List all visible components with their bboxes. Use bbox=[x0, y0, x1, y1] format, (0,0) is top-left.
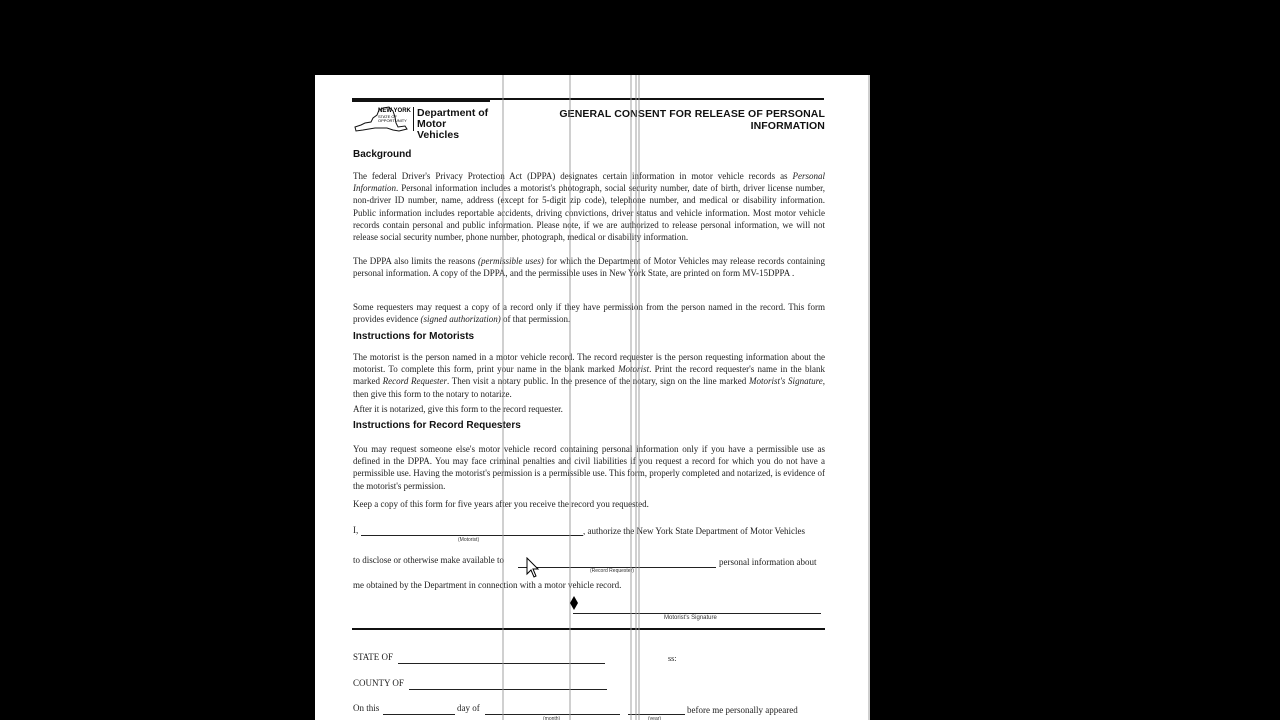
scan-artifact bbox=[638, 75, 640, 720]
scan-artifact bbox=[569, 75, 571, 720]
scan-artifact bbox=[502, 75, 504, 720]
emphasis: Motorist's Signature bbox=[748, 376, 823, 387]
emphasis: Personal Information bbox=[353, 171, 825, 194]
notary-day-of: day of bbox=[457, 703, 480, 713]
text-run: . Then visit a notary public. In the presence of the notary, sign on the line marked bbox=[447, 376, 749, 387]
motorist-name-line[interactable] bbox=[361, 535, 583, 536]
consent-disclose: to disclose or otherwise make available to bbox=[353, 555, 504, 565]
logo-divider bbox=[413, 107, 414, 131]
emphasis: Record Requester bbox=[382, 376, 447, 387]
motorist-signature-label: Motorist's Signature bbox=[664, 615, 717, 621]
day-line[interactable] bbox=[383, 714, 455, 715]
requesters-paragraph-1: You may request someone else's motor vehicle record containing personal information only if you have a permissible use as defined in the DPPA. You may face criminal penalties and civil liabilities if you request a record for which you do not have a permissible use. Having the motorist's permission is a permissible use. This form, properly completed and notarized, is evidence of the motorist's permission. bbox=[353, 444, 825, 491]
record-requester-label: (Record Requester) bbox=[590, 568, 634, 574]
logo-tagline: STATE OF OPPORTUNITY bbox=[378, 114, 407, 123]
background-paragraph-2 bbox=[353, 255, 825, 279]
form-title: GENERAL CONSENT FOR RELEASE OF PERSONAL INFORMATION bbox=[559, 108, 825, 132]
scan-artifact bbox=[630, 75, 632, 720]
emphasis: (permissible uses) bbox=[478, 256, 544, 266]
notary-county-of: COUNTY OF bbox=[353, 678, 404, 688]
text-run: , then give this form to the notary to notarize. bbox=[353, 376, 825, 399]
text-run: . Print the record requester's name in the blank marked bbox=[353, 364, 825, 387]
header-rule-thick bbox=[352, 99, 490, 102]
text-run: Some requesters may request a copy of a record only if they have permission from the person named in the record. This form provides evidence bbox=[353, 302, 825, 325]
consent-authorize: , authorize the New York State Department of Motor Vehicles bbox=[583, 526, 806, 536]
emphasis: Motorist bbox=[618, 364, 650, 375]
dmv-logo bbox=[353, 105, 493, 141]
scan-artifact bbox=[635, 75, 637, 720]
consent-personal-about: personal information about bbox=[719, 557, 817, 567]
consent-i: I, bbox=[353, 525, 359, 535]
section-divider bbox=[352, 628, 825, 630]
background-paragraph-1 bbox=[353, 170, 825, 243]
motorists-heading: Instructions for Motorists bbox=[353, 331, 475, 342]
year-label: (year) bbox=[648, 716, 662, 720]
background-heading: Background bbox=[353, 149, 412, 160]
mouse-pointer-icon bbox=[526, 557, 540, 579]
notary-on-this: On this bbox=[353, 703, 380, 713]
text-run: The DPPA also limits the reasons bbox=[353, 256, 479, 266]
notary-ss: ss: bbox=[668, 654, 677, 663]
text-run: of that permission. bbox=[500, 314, 571, 325]
requesters-paragraph-2: Keep a copy of this form for five years after you receive the record you requested. bbox=[353, 499, 649, 509]
notary-state-of: STATE OF bbox=[353, 652, 394, 662]
month-line[interactable] bbox=[485, 714, 620, 715]
text-run: for which the Department of Motor Vehicles may release records containing personal information. A copy of the DPPA, and the permissible uses in New York State, are printed on form MV-15DPPA . bbox=[353, 256, 825, 279]
background-paragraph-3 bbox=[353, 301, 825, 325]
notary-before-me: before me personally appeared bbox=[687, 705, 798, 715]
text-run: The federal Driver's Privacy Protection Act (DPPA) designates certain information in motor vehicle records as bbox=[353, 171, 793, 181]
text-run: . Personal information includes a motorist's photograph, social security number, date of birth, driver license number, non-driver ID number, name, address (except for 5-digit zip code), telephone number, and medical or disability information. Public information includes reportable accidents, driving convictions, driver status and vehicle information. Most motor vehicle records contain personal and public information. Please note, if we are authorized to release personal information, we will not release social security number, phone number, photograph, medical or disability information. bbox=[353, 183, 825, 243]
motorist-label: (Motorist) bbox=[458, 537, 480, 543]
emphasis: (signed authorization) bbox=[420, 314, 501, 325]
motorists-paragraph-2: After it is notarized, give this form to the record requester. bbox=[353, 404, 563, 414]
document-page bbox=[315, 75, 870, 720]
motorists-paragraph-1 bbox=[353, 351, 825, 400]
logo-state-name: NEW YORK bbox=[378, 108, 411, 114]
text-run: The motorist is the person named in a motor vehicle record. The record requester is the person requesting information about the motorist. To complete this form, print your name in the blank marked bbox=[353, 352, 825, 375]
consent-obtained: me obtained by the Department in connection with a motor vehicle record. bbox=[353, 580, 622, 590]
county-of-line[interactable] bbox=[409, 689, 607, 690]
month-label: (month) bbox=[543, 716, 561, 720]
page-edge bbox=[868, 75, 870, 720]
requesters-heading: Instructions for Record Requesters bbox=[353, 420, 521, 431]
motorist-signature-line[interactable] bbox=[573, 613, 821, 614]
diamond-marker-icon bbox=[570, 596, 578, 610]
department-name: Department of Motor Vehicles bbox=[417, 107, 489, 141]
